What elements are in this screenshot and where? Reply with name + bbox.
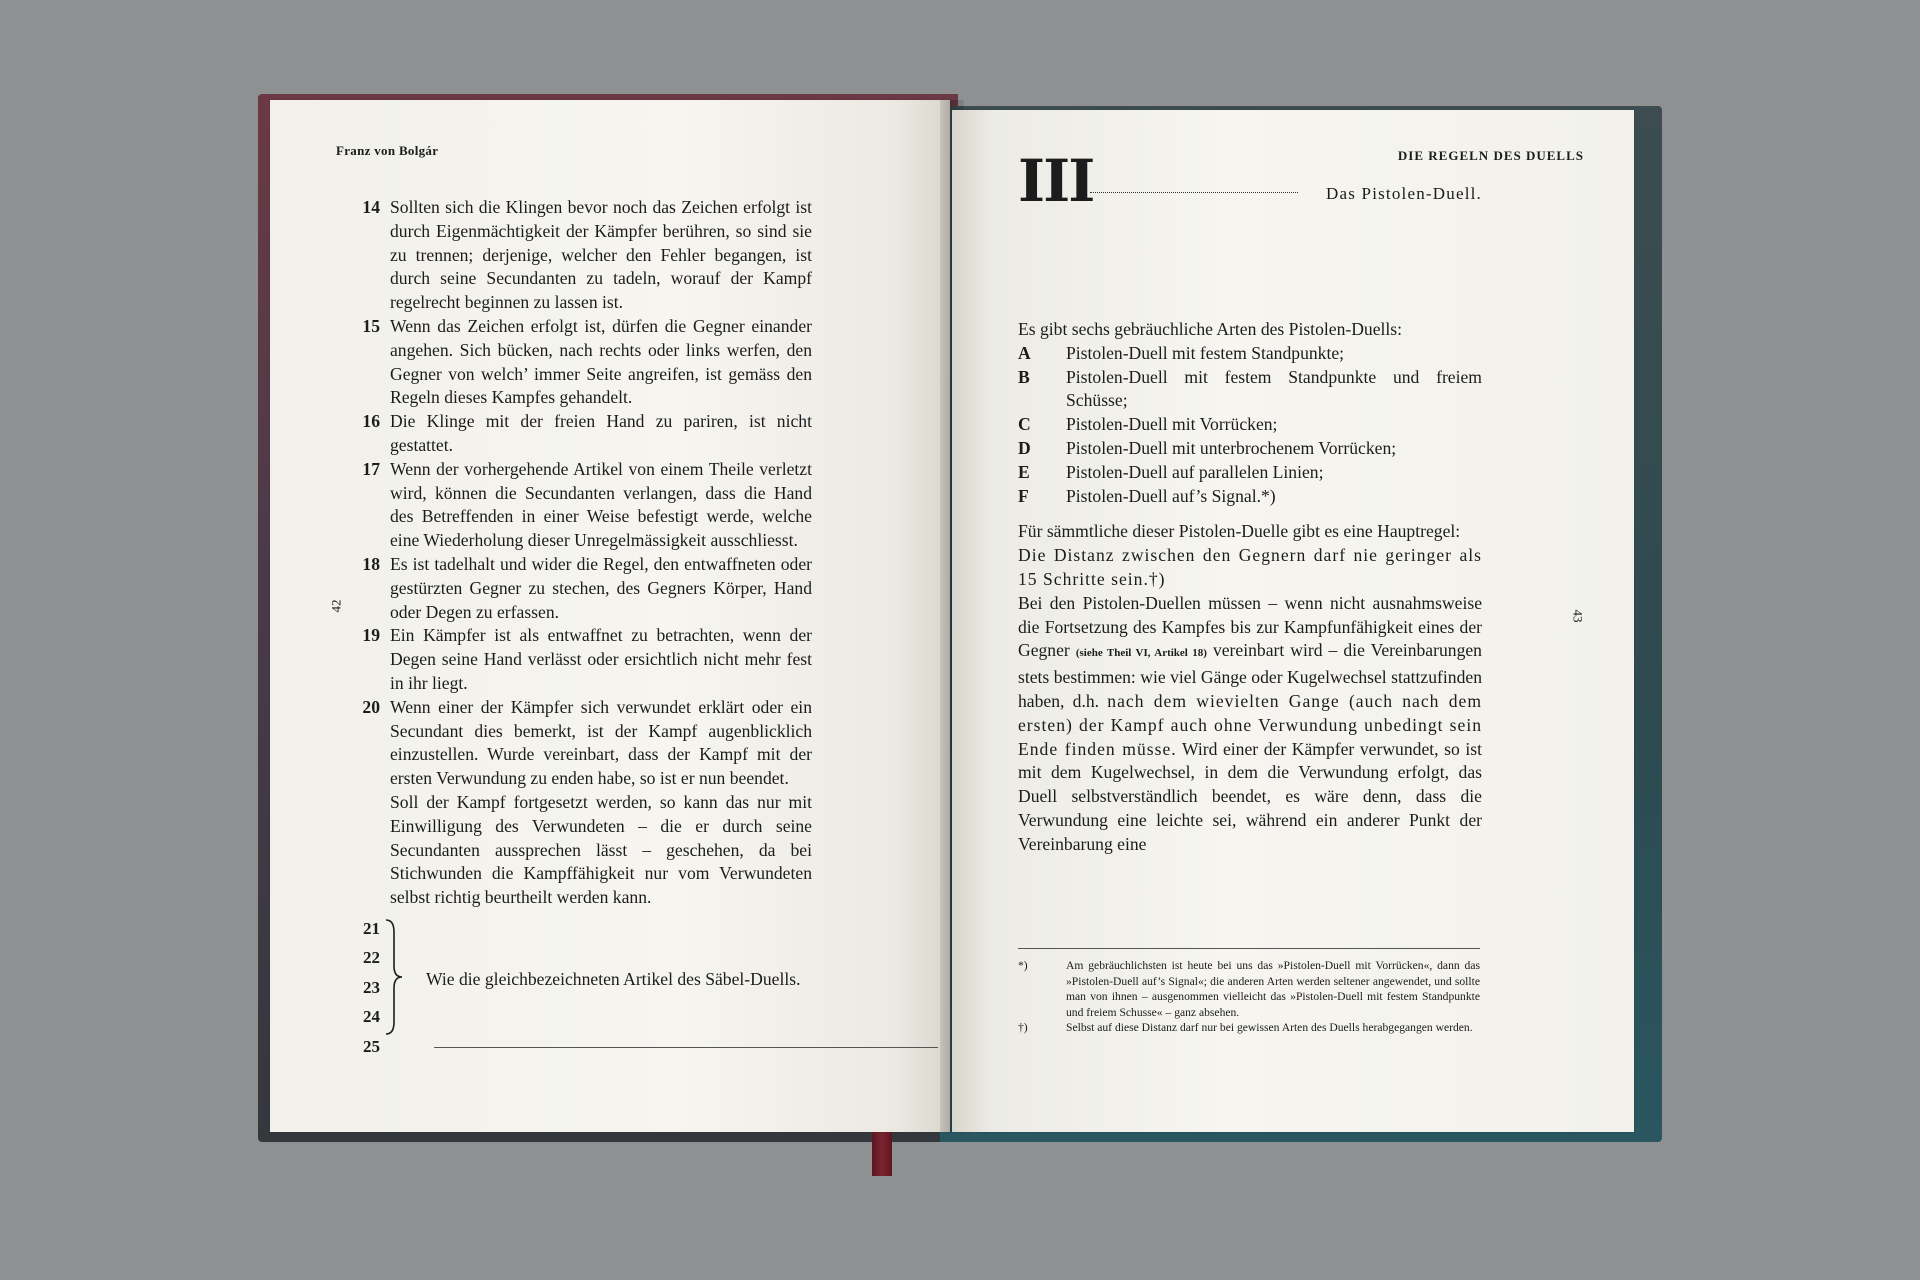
- main-rule: Die Distanz zwischen den Gegnern darf nie geringer als 15 Schritte sein.†): [1018, 545, 1482, 589]
- footnote: [1018, 1020, 1480, 1036]
- article-17: [350, 458, 958, 553]
- article-number: 20: [362, 696, 380, 717]
- footnote-text: Selbst auf diese Distanz darf nur bei gewissen Arten des Duells herabgegangen werden.: [1066, 1021, 1473, 1035]
- list-letter: C: [1018, 414, 1031, 435]
- article-text: Wenn einer der Kämpfer sich verwundet erklärt oder ein Secundant dies bemerkt, ist der Kampf augenblicklich einzustellen. Wurde vereinbart, dass der Kampf mit der ersten Verwundung zu enden habe, so ist er nun beendet.: [390, 696, 812, 789]
- duel-type-f: [1018, 485, 1482, 509]
- article-text: Die Klinge mit der freien Hand zu pariren, ist nicht gestattet.: [390, 411, 812, 455]
- bottom-rule-left: [434, 1047, 938, 1048]
- list-letter: F: [1018, 485, 1029, 506]
- article-18: [350, 553, 958, 624]
- chapter-heading: [1018, 147, 1482, 215]
- article-number: 19: [362, 625, 380, 646]
- article-number: 22: [363, 948, 380, 968]
- article-20-continuation: Soll der Kampf fortgesetzt werden, so kann das nur mit Einwilligung des Verwundeten – die er durch seine Secundanten aussprechen lässt – geschehen, da bei Stichwunden die Kampffähigkeit nur vom Verwundeten selbst richtig beurtheilt werden kann.: [390, 791, 812, 908]
- paragraph-spaced: nach dem wievielten Gange (auch nach dem ersten) der Kampf auch ohne Verwundung unbedingt sein Ende finden müsse.: [1018, 690, 1482, 759]
- article-number: 21: [363, 918, 380, 938]
- article-19: [350, 624, 958, 695]
- chapter-dot-leader: [1090, 192, 1298, 193]
- duel-type-c: [1018, 413, 1482, 437]
- paragraph-part: Bei den Pistolen-Duellen müssen – wenn nicht ausnahmsweise die Fortsetzung des Kampfes bis zur Kampfunfähigkeit eines der Gegner: [1018, 592, 1482, 661]
- footnote-mark: †): [1018, 1021, 1028, 1035]
- list-text: Pistolen-Duell mit unterbrochenem Vorrücken;: [1066, 437, 1397, 458]
- bookmark-ribbon: [872, 1130, 892, 1176]
- article-number: 16: [362, 411, 380, 432]
- page-number-left: 42: [328, 599, 344, 613]
- article-16: [350, 410, 958, 458]
- left-text-block: [350, 196, 958, 1056]
- list-text: Pistolen-Duell auf’s Signal.*): [1066, 485, 1276, 506]
- list-text: Pistolen-Duell auf parallelen Linien;: [1066, 461, 1324, 482]
- footnote-text: Am gebräuchlichsten ist heute bei uns das »Pistolen-Duell mit Vorrücken«, dann das »Pistolen-Duell auf’s Signal«; die anderen Arten werden seltener angewendet, und sollte man von ihnen – ausgenommen vielleicht das »Pistolen-Duell mit festem Standpunkte und freiem Schusse« – ganz absehen.: [1066, 959, 1480, 1019]
- duel-type-e: [1018, 461, 1482, 485]
- article-number: 23: [363, 977, 380, 997]
- footnote: [1018, 958, 1480, 1020]
- main-rule-intro: Für sämmtliche dieser Pistolen-Duelle gibt es eine Hauptregel:: [1018, 521, 1461, 542]
- brace-text: Wie die gleichbezeichneten Artikel des Säbel-Duells.: [426, 968, 801, 989]
- article-text: Wenn das Zeichen erfolgt ist, dürfen die Gegner einander angehen. Sich bücken, nach rechts oder links werfen, den Gegner von welch’ immer Seite angreifen, ist gemäss den Regeln dieses Kampfes gehandelt.: [390, 315, 812, 408]
- article-number: 24: [363, 1007, 380, 1027]
- paragraph: [1018, 592, 1482, 857]
- articles-21-25-group: [350, 914, 850, 1056]
- paragraph-part: vereinbart wird – die Vereinbarungen stets bestimmen: wie viel Gänge oder Kugelwechsel stattzufinden haben, d.h.: [1018, 640, 1482, 711]
- article-14: [350, 196, 958, 315]
- duel-type-b: [1018, 366, 1482, 414]
- cross-reference: (siehe Theil VI, Artikel 18): [1075, 647, 1207, 660]
- spacer: [1018, 508, 1482, 520]
- footnotes: [1018, 958, 1480, 1036]
- article-20: [350, 696, 958, 791]
- footnote-mark: *): [1018, 959, 1028, 972]
- brace-article-numbers: [350, 914, 380, 1062]
- right-page: [952, 110, 1634, 1132]
- page-number-right: 43: [1570, 609, 1586, 623]
- list-letter: B: [1018, 366, 1030, 387]
- list-letter: A: [1018, 342, 1031, 363]
- right-text-block: [1018, 318, 1482, 857]
- paragraph-part: Wird einer der Kämpfer verwundet, so ist mit dem Kugelwechsel, in dem die Verwundung erfolgt, das Duell selbstverständlich beendet, es wäre denn, dass die Verwundung eine leichte sei, während ein anderer Punkt der Vereinbarung eine: [1018, 738, 1482, 854]
- article-number: 18: [362, 553, 380, 574]
- left-page: [270, 100, 950, 1132]
- duel-type-a: [1018, 342, 1482, 366]
- running-head-left: Franz von Bolgár: [336, 143, 439, 158]
- article-text: Es ist tadelhalt und wider die Regel, den entwaffneten oder gestürzten Gegner zu stechen, des Gegners Körper, Hand oder Degen zu erfassen.: [390, 553, 812, 622]
- article-15: [350, 315, 958, 410]
- footnote-rule: [1018, 948, 1480, 949]
- article-text: Ein Kämpfer ist als entwaffnet zu betrachten, wenn der Degen seine Hand verlässt oder ersichtlich nicht mehr fest in ihr liegt.: [390, 625, 812, 693]
- list-text: Pistolen-Duell mit festem Standpunkte und freiem Schüsse;: [1066, 366, 1482, 411]
- article-number: 17: [362, 458, 380, 479]
- chapter-numeral: III: [1018, 147, 1094, 215]
- list-letter: D: [1018, 437, 1031, 458]
- article-number: 15: [362, 315, 380, 336]
- curly-brace-icon: [384, 918, 404, 1036]
- list-text: Pistolen-Duell mit festem Standpunkte;: [1066, 342, 1345, 363]
- article-text: Wenn der vorhergehende Artikel von einem Theile verletzt wird, können die Secundanten verlangen, dass die Hand des Betreffenden in einer Weise befestigt werde, welche eine Wiederholung dieser Unregelmässigkeit ausschliesst.: [390, 458, 812, 551]
- list-letter: E: [1018, 461, 1030, 482]
- intro-text: Es gibt sechs gebräuchliche Arten des Pistolen-Duells:: [1018, 319, 1403, 339]
- article-text: Sollten sich die Klingen bevor noch das Zeichen erfolgt ist durch Eigenmächtigkeit der Kämpfer berühren, so sind sie zu trennen; derjenige, welcher den Fehler begangen, ist durch seine Secundanten zu tadeln, worauf der Kampf regelrecht beginnen zu lassen ist.: [390, 197, 812, 313]
- running-head-right: DIE REGELN DES DUELLS: [1397, 148, 1584, 163]
- article-number: 14: [362, 197, 380, 217]
- chapter-title: Das Pistolen-Duell.: [1326, 184, 1482, 203]
- article-number: 25: [363, 1036, 380, 1056]
- duel-type-d: [1018, 437, 1482, 461]
- list-text: Pistolen-Duell mit Vorrücken;: [1066, 414, 1278, 435]
